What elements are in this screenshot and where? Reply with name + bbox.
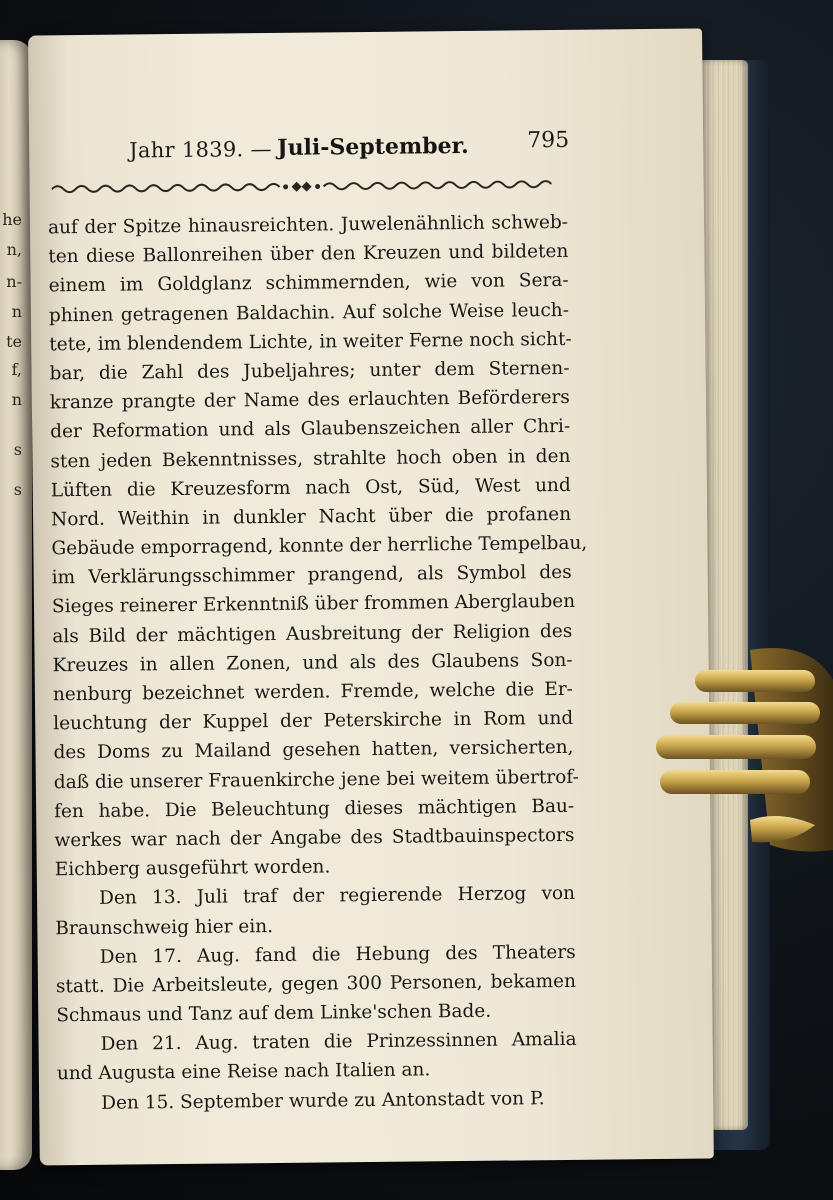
text-line: werkes war nach der Angabe des Stadtbauinspectors bbox=[54, 824, 575, 852]
text-line: des Doms zu Mailand gesehen hatten, versicherten, bbox=[53, 737, 574, 764]
text-line: im Verklärungsschimmer prangend, als Symbol des bbox=[51, 562, 572, 589]
text-line: daß die unserer Frauenkirche jene bei weitem übertrof- bbox=[53, 766, 579, 793]
text-line: auf der Spitze hinausreichten. Juwelenähnlich schweb- bbox=[47, 211, 569, 239]
left-page-fragment: s bbox=[13, 440, 22, 459]
text-line: fen habe. Die Beleuchtung dieses mächtigen Bau- bbox=[54, 795, 575, 823]
left-page-fragment: s bbox=[13, 480, 22, 499]
running-head-year: Jahr 1839. — bbox=[129, 136, 272, 163]
left-page bbox=[0, 40, 32, 1170]
left-page-fragment: te bbox=[6, 332, 22, 351]
text-line: bar, die Zahl des Jubeljahres; unter dem Sternen- bbox=[49, 357, 570, 385]
text-line: Den 21. Aug. traten die Prinzessinnen Amalia bbox=[100, 1029, 577, 1056]
text-line: und Augusta eine Reise nach Italien an. bbox=[56, 1059, 431, 1085]
text-line: der Reformation und als Glaubenszeichen aller Chri- bbox=[50, 416, 571, 443]
brass-hand-icon bbox=[640, 620, 833, 880]
left-page-fragment: n, bbox=[6, 240, 22, 259]
text-line: phinen getragenen Baldachin. Auf solche Weise leuch- bbox=[48, 299, 570, 326]
text-line: Lüften die Kreuzesform nach Ost, Süd, West und bbox=[50, 474, 571, 502]
text-line: kranze prangte der Name des erlauchten Beförderers bbox=[49, 387, 570, 414]
text-line: einem im Goldglanz schimmernden, wie von Sera- bbox=[48, 270, 569, 297]
book-page bbox=[28, 28, 714, 1165]
page-number: 795 bbox=[527, 127, 570, 154]
text-line: statt. Die Arbeitsleute, gegen 300 Personen, bekamen bbox=[55, 970, 577, 998]
text-line: Kreuzes in allen Zonen, und als des Glaubens Son- bbox=[52, 649, 573, 677]
running-head-title: Juli-September. bbox=[277, 132, 469, 161]
running-head bbox=[129, 128, 569, 173]
left-page-fragment: f, bbox=[11, 360, 22, 379]
text-line: Den 17. Aug. fand die Hebung des Theaters bbox=[99, 941, 576, 968]
text-line: Den 15. September wurde zu Antonstadt von P. bbox=[101, 1087, 545, 1114]
body-text bbox=[47, 208, 588, 1118]
text-line: ten diese Ballonreihen über den Kreuzen und bildeten bbox=[48, 241, 569, 268]
text-line: Den 13. Juli traf der regierende Herzog von bbox=[98, 883, 576, 910]
left-page-fragment: n- bbox=[6, 272, 22, 291]
left-page-fragment: n bbox=[11, 390, 22, 409]
text-line: sten jeden Bekenntnisses, strahlte hoch oben in den bbox=[50, 445, 571, 472]
text-line: Eichberg ausgeführt worden. bbox=[54, 856, 331, 881]
text-line: Gebäude emporragend, konnte der herrliche Tempelbau, bbox=[51, 532, 588, 560]
text-line: leuchtung der Kuppel der Peterskirche in Rom und bbox=[53, 708, 574, 735]
text-line: nenburg bezeichnet werden. Fremde, welche die Er- bbox=[52, 678, 574, 706]
text-line: Sieges reinerer Erkenntniß über frommen Aberglauben bbox=[51, 591, 576, 618]
text-line: Schmaus und Tanz auf dem Linke'schen Bade. bbox=[56, 1000, 492, 1027]
text-line: Nord. Weithin in dunkler Nacht über die profanen bbox=[50, 503, 572, 531]
text-line: tete, im blendendem Lichte, in weiter Ferne noch sicht- bbox=[49, 328, 572, 356]
left-page-fragment: he bbox=[2, 210, 22, 229]
text-line: als Bild der mächtigen Ausbreitung der Religion des bbox=[52, 620, 573, 647]
wavy-rule-ornament-icon bbox=[52, 172, 552, 197]
text-line: Braunschweig hier ein. bbox=[55, 915, 274, 939]
left-page-fragment: n bbox=[11, 302, 22, 321]
